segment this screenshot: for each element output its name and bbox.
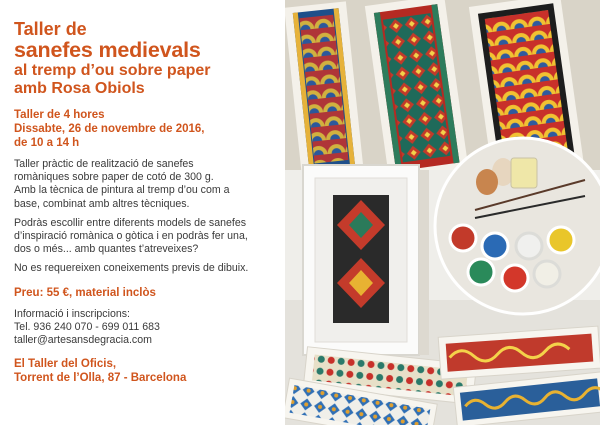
venue-name: El Taller del Oficis, <box>14 358 117 371</box>
description-paragraph-2: Podràs escollir entre diferents models de sanefes d’inspiració romànica o gòtica i en podràs fer una, dos o més... amb quantes t’atreveixes? <box>14 216 248 256</box>
framed-artwork <box>303 165 429 355</box>
venue <box>14 357 276 385</box>
contact-phone: Tel. 936 240 070 - 699 011 683 <box>14 320 160 333</box>
title-line-1: Taller de <box>14 19 87 39</box>
venue-address: Torrent de l’Olla, 87 - Barcelona <box>14 372 187 385</box>
contact-email[interactable]: taller@artesansdegracia.com <box>14 334 152 347</box>
title-line-2: sanefes medievals <box>14 38 201 62</box>
photo-collage <box>285 0 600 425</box>
flyer-text <box>14 20 276 385</box>
schedule-time: de 10 a 14 h <box>14 137 80 149</box>
title-line-3: al tremp d’ou sobre paper <box>14 62 211 79</box>
paints-inset-photo <box>435 138 600 314</box>
collage-graphic <box>285 0 600 425</box>
contact-info <box>14 308 276 348</box>
schedule <box>14 108 276 150</box>
description-paragraph-3: No es requereixen coneixements previs de dibuix. <box>14 262 249 275</box>
schedule-duration: Taller de 4 hores <box>14 109 105 121</box>
description-paragraph-1: Taller pràctic de realització de sanefes romàniques sobre paper de cotó de 300 g. Amb la tècnica de pintura al tremp d’ou com a base, combinat amb altres tècniques. <box>14 158 230 210</box>
title-line-4: amb Rosa Obiols <box>14 80 145 97</box>
schedule-date: Dissabte, 26 de novembre de 2016, <box>14 123 205 135</box>
price: Preu: 55 €, material inclòs <box>14 286 156 299</box>
contact-heading: Informació i inscripcions: <box>14 307 130 320</box>
